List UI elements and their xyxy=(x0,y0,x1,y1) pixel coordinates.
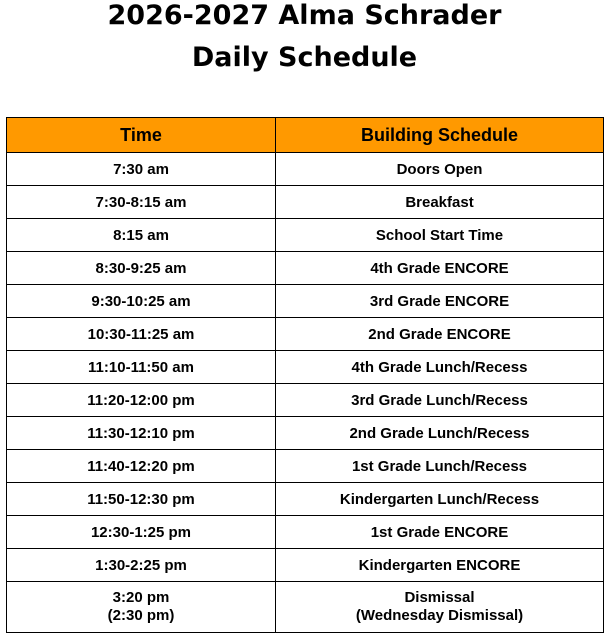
header-building-schedule: Building Schedule xyxy=(276,118,604,153)
header-time: Time xyxy=(7,118,276,153)
time-cell: 11:30-12:10 pm xyxy=(7,417,276,450)
table-row xyxy=(7,549,604,582)
dismissal-time: 3:20 pm xyxy=(112,589,170,606)
time-cell xyxy=(7,582,276,633)
table-row xyxy=(7,384,604,417)
time-cell: 7:30 am xyxy=(7,153,276,186)
time-cell: 8:15 am xyxy=(7,219,276,252)
event-cell: Kindergarten ENCORE xyxy=(276,549,604,582)
time-cell: 1:30-2:25 pm xyxy=(7,549,276,582)
table-row xyxy=(7,285,604,318)
table-row xyxy=(7,351,604,384)
table-row xyxy=(7,186,604,219)
event-cell: 1st Grade ENCORE xyxy=(276,516,604,549)
table-row xyxy=(7,219,604,252)
event-cell: Breakfast xyxy=(276,186,604,219)
table-row xyxy=(7,516,604,549)
time-cell: 10:30-11:25 am xyxy=(7,318,276,351)
event-cell xyxy=(276,582,604,633)
time-cell: 11:20-12:00 pm xyxy=(7,384,276,417)
time-cell: 8:30-9:25 am xyxy=(7,252,276,285)
time-cell: 9:30-10:25 am xyxy=(7,285,276,318)
event-cell: School Start Time xyxy=(276,219,604,252)
event-cell: Kindergarten Lunch/Recess xyxy=(276,483,604,516)
event-cell: Doors Open xyxy=(276,153,604,186)
event-cell: 4th Grade Lunch/Recess xyxy=(276,351,604,384)
time-cell: 11:10-11:50 am xyxy=(7,351,276,384)
time-cell: 12:30-1:25 pm xyxy=(7,516,276,549)
time-cell: 7:30-8:15 am xyxy=(7,186,276,219)
table-row xyxy=(7,318,604,351)
time-cell: 11:50-12:30 pm xyxy=(7,483,276,516)
event-cell: 2nd Grade Lunch/Recess xyxy=(276,417,604,450)
table-row xyxy=(7,483,604,516)
time-cell: 11:40-12:20 pm xyxy=(7,450,276,483)
event-cell: 3rd Grade ENCORE xyxy=(276,285,604,318)
schedule-subtitle: Daily Schedule xyxy=(191,42,418,73)
wednesday-dismissal-time: (2:30 pm) xyxy=(107,607,175,624)
table-header-row xyxy=(7,118,604,153)
dismissal-label: Dismissal xyxy=(404,589,475,606)
schedule-title: 2026-2027 Alma Schrader xyxy=(107,0,502,31)
event-cell: 2nd Grade ENCORE xyxy=(276,318,604,351)
table-row-dismissal xyxy=(7,582,604,633)
table-row xyxy=(7,252,604,285)
event-cell: 1st Grade Lunch/Recess xyxy=(276,450,604,483)
event-cell: 3rd Grade Lunch/Recess xyxy=(276,384,604,417)
wednesday-dismissal-label: (Wednesday Dismissal) xyxy=(355,607,524,624)
table-row xyxy=(7,417,604,450)
event-cell: 4th Grade ENCORE xyxy=(276,252,604,285)
schedule-table xyxy=(6,117,604,633)
table-row xyxy=(7,450,604,483)
table-row xyxy=(7,153,604,186)
